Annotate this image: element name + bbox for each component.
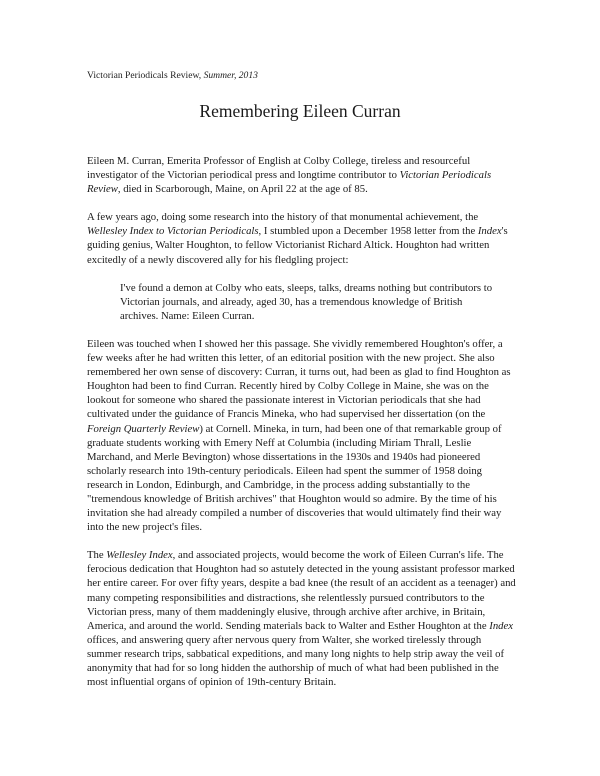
paragraph-text: , died in Scarborough, Maine, on April 22 at the age of 85.	[117, 183, 368, 196]
paragraph-1	[87, 154, 517, 196]
review-title-italic: Foreign Quarterly Review	[87, 422, 200, 435]
index-title-italic: Wellesley Index	[106, 549, 173, 562]
article-title: Remembering Eileen Curran	[199, 101, 401, 121]
paragraph-3	[87, 337, 517, 534]
paragraph-text: , and associated projects, would become the work of Eileen Curran's life. The ferocious dedication that Houghton had so astutely detected in the young assistant professor marked her entire career. For over fifty years, despite a bad knee (the result of an accident as a teenager) and many competing responsibilities and distractions, she relentlessly pursued contributors to the Victorian press, many of them maddeningly elusive, through archive after archive, in Britain, America, and around the world. Sending materials back to Walter and Esther Houghton at the	[87, 549, 516, 632]
paragraph-text: , I stumbled upon a December 1958 letter from the	[258, 225, 478, 238]
running-header	[87, 70, 258, 82]
paragraph-text: A few years ago, doing some research into the history of that monumental achievement, the	[87, 211, 479, 224]
paragraph-text: 's guiding genius, Walter Houghton, to fellow Victorianist Richard Altick. Houghton had written excitedly of a newly discovered ally for his fledgling project:	[87, 225, 508, 266]
index-title-italic: Wellesley Index to Victorian Periodicals	[87, 225, 259, 238]
paragraph-text: Eileen M. Curran, Emerita Professor of English at Colby College, tireless and resourceful investigator of the Victorian periodical press and longtime contributor to	[87, 155, 471, 182]
journal-issue: Summer, 2013	[203, 70, 258, 81]
index-italic: Index	[477, 225, 502, 238]
index-italic: Index	[489, 619, 514, 632]
journal-name: Victorian Periodicals Review,	[87, 70, 202, 81]
paragraph-text: The	[87, 549, 107, 562]
paragraph-text: ) at Cornell. Mineka, in turn, had been one of that remarkable group of graduate students working with Emery Neff at Columbia (including Miriam Thrall, Leslie Marchand, and Merle Bevington) whose dissertations in the 1930s and 1940s had pioneered scholarly research into 19th-century periodicals. Eileen had spent the summer of 1958 doing research in London, Edinburgh, and Cambridge, in the process adding substantially to the "tremendous knowledge of British archives" that Houghton would so admire. By the time of his invitation she had already compiled a number of discoveries that would ultimately find their way into the new project's files.	[87, 422, 502, 534]
paragraph-4	[87, 548, 517, 689]
paragraph-text: offices, and answering query after nervous query from Walter, she worked tirelessly through summer research trips, sabbatical expeditions, and many long nights to help strip away the veil of anonymity that had for so long hidden the authorship of much of what had been published in the most influential organs of opinion of 19th-century Britain.	[87, 633, 505, 689]
article-body	[87, 154, 517, 703]
paragraph-text: Eileen was touched when I showed her this passage. She vividly remembered Houghton's offer, a few weeks after he had written this letter, of an editorial position with the new project. She also remembered her own sense of discovery: Curran, it turns out, had been as glad to find Houghton as Houghton had been to find Curran. Recently hired by Colby College in Maine, she was on the lookout for someone who shared the passionate interest in Victorian periodicals that she had cultivated under the guidance of Francis Mineka, who had supervised her dissertation (on the	[87, 337, 511, 421]
block-quote: I've found a demon at Colby who eats, sleeps, talks, dreams nothing but contributors to Victorian journals, and already, aged 30, has a tremendous knowledge of British archives. Name: Eileen Curran.	[120, 281, 493, 322]
journal-title-italic: Victorian Periodicals Review	[87, 169, 492, 196]
paragraph-2	[87, 210, 517, 266]
